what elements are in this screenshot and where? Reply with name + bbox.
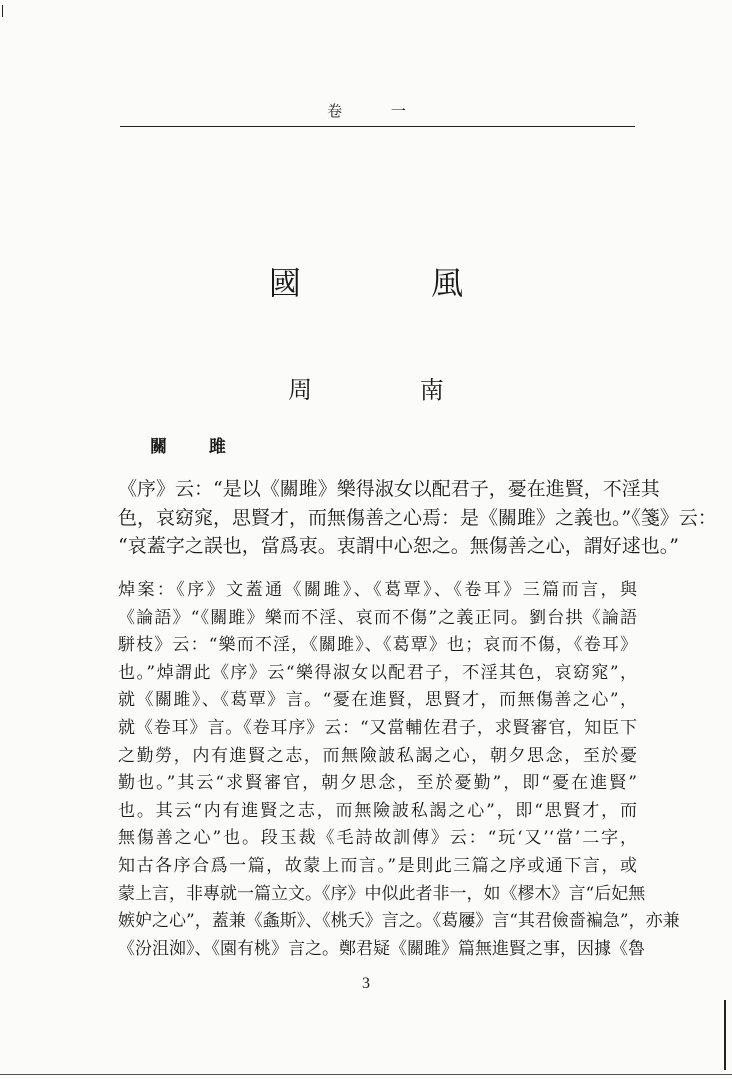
text-line: “哀蓋字之誤也，當爲衷。衷謂中心恕之。無傷善之心，謂好逑也。” [118, 535, 679, 557]
page-number: 3 [362, 975, 370, 992]
text-line: 《汾沮洳》、《園有桃》言之。鄭君疑《關雎》篇無進賢之事，因據《魯 [118, 938, 645, 959]
scan-edge-left [2, 5, 3, 17]
chapter-title: 國 風 [268, 264, 524, 302]
text-line: 《論語》“《關雎》樂而不淫、哀而不傷”之義正同。劉台拱《論語 [118, 607, 637, 628]
text-line: 焯案：《序》文蓋通《關雎》、《葛覃》、《卷耳》三篇而言，與 [118, 580, 637, 600]
text-line: 知古各序合爲一篇，故蒙上而言。”是則此三篇之序或通下言，或 [118, 856, 637, 876]
text-line: 駢枝》云：“樂而不淫，《關雎》、《葛覃》也；哀而不傷，《卷耳》 [118, 635, 637, 656]
text-line: 就《關雎》、《葛覃》言。“憂在進賢，思賢才，而無傷善之心”， [118, 690, 637, 711]
poem-title: 關 雎 [150, 437, 244, 457]
scan-edge-bottom [0, 1074, 732, 1075]
section-title: 周 南 [288, 376, 494, 404]
scan-edge-right [724, 1000, 726, 1070]
text-line: 蒙上言，非專就一篇立文。《序》中似此者非一，如《樛木》言“后妃無 [118, 883, 646, 904]
text-line: 也。其云“内有進賢之志，而無險詖私謁之心”，即“思賢才，而 [118, 800, 637, 821]
header-rule [120, 126, 635, 127]
text-line: 嫉妒之心”，蓋兼《螽斯》、《桃夭》言之。《葛屨》言“其君儉嗇褊急”，亦兼 [118, 911, 680, 932]
running-head: 卷 一 [327, 102, 428, 120]
text-line: 也。”焯謂此《序》云“樂得淑女以配君子，不淫其色，哀窈窕”， [118, 662, 637, 683]
text-line: 《序》云：“是以《關雎》樂得淑女以配君子，憂在進賢，不淫其 [118, 478, 660, 500]
text-line: 色，哀窈窕，思賢才，而無傷善之心焉：是《關雎》之義也。”《箋》云： [118, 506, 717, 529]
text-line: 無傷善之心”也。段玉裁《毛詩故訓傳》云：“玩‘又’‘當’二字， [118, 828, 637, 849]
text-line: 之勤勞，内有進賢之志，而無險詖私謁之心，朝夕思念，至於憂 [118, 745, 637, 766]
text-line: 就《卷耳》言。《卷耳序》云：“又當輔佐君子，求賢審官，知臣下 [118, 718, 637, 738]
text-line: 勤也。”其云“求賢審官，朝夕思念，至於憂勤”，即“憂在進賢” [118, 773, 637, 794]
